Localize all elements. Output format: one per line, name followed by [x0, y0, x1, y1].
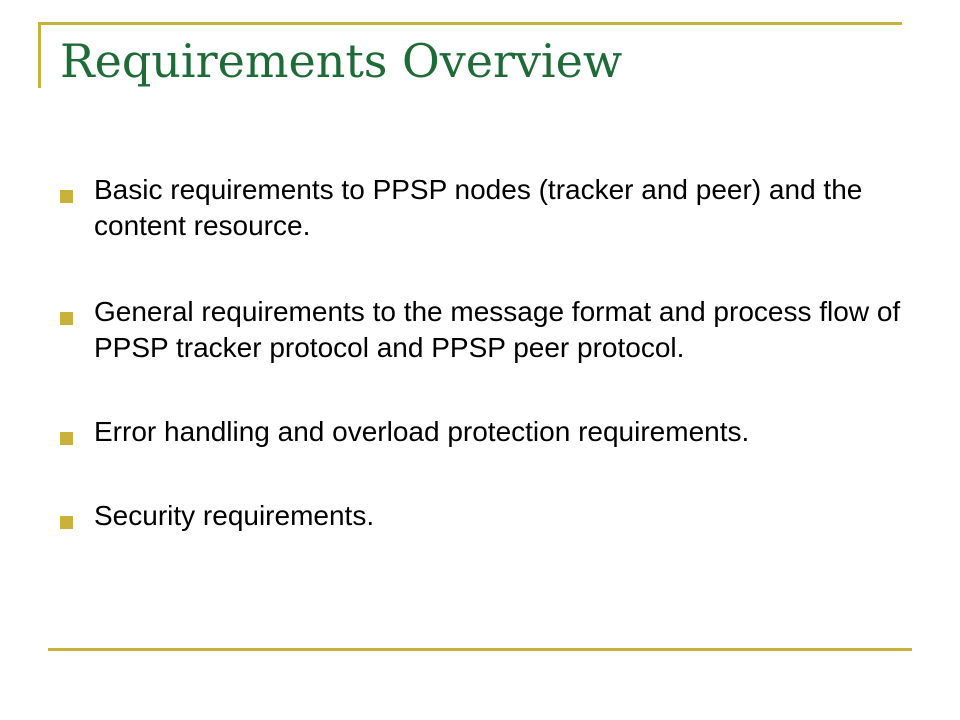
left-divider-line [38, 22, 41, 88]
slide-title: Requirements Overview [60, 34, 623, 88]
square-bullet-icon [60, 516, 73, 529]
bullet-text: Basic requirements to PPSP nodes (tracker and peer) and the content resource. [94, 174, 863, 241]
top-divider-line [38, 22, 902, 25]
bullet-list [60, 172, 920, 534]
square-bullet-icon [60, 190, 73, 203]
bullet-text: General requirements to the message format and process flow of PPSP tracker protocol and PPSP peer protocol. [94, 296, 901, 363]
bullet-item-security [60, 498, 920, 534]
bullet-text: Error handling and overload protection requirements. [94, 416, 750, 447]
square-bullet-icon [60, 312, 73, 325]
bullet-text: Security requirements. [94, 500, 375, 531]
bullet-item-error-handling [60, 414, 920, 450]
square-bullet-icon [60, 432, 73, 445]
bullet-item-basic-requirements [60, 172, 920, 244]
bottom-divider-line [48, 648, 912, 651]
bullet-item-general-requirements [60, 294, 920, 366]
